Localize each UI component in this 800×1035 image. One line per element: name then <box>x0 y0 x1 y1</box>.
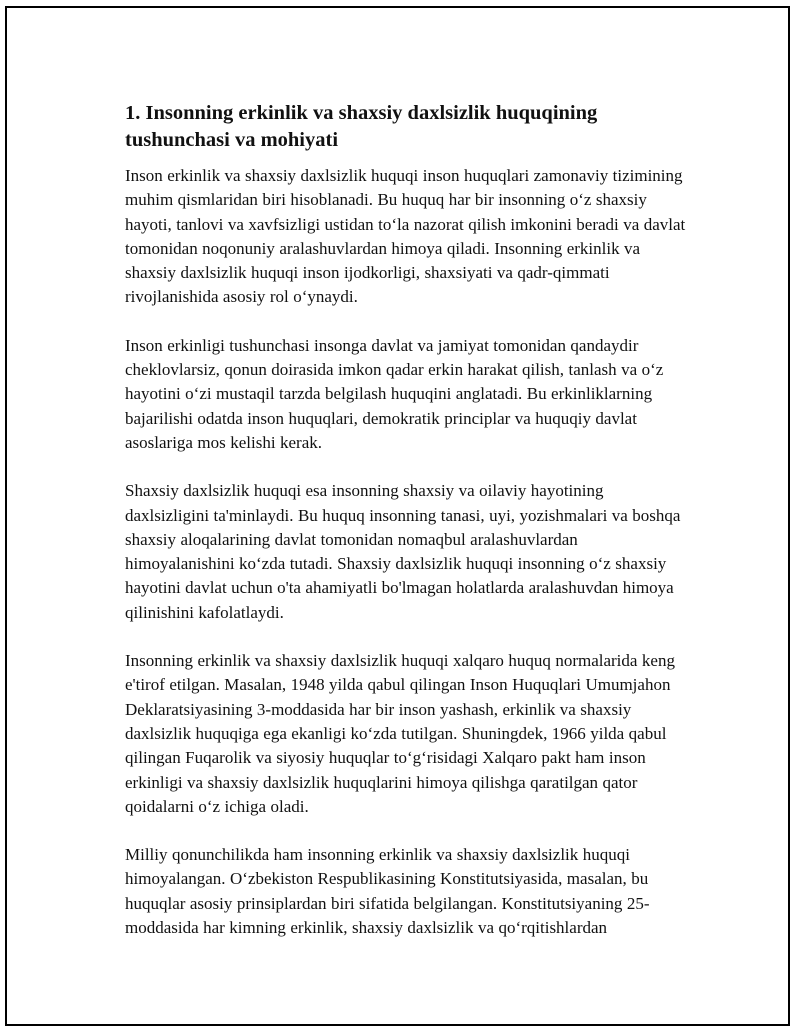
page-frame <box>5 6 790 1026</box>
document-body <box>125 100 691 940</box>
section-heading: 1. Insonning erkinlik va shaxsiy daxlsizlik huquqining tushunchasi va mohiyati <box>125 102 598 151</box>
paragraph-1: Inson erkinlik va shaxsiy daxlsizlik huquqi inson huquqlari zamonaviy tizimining muhim qismlaridan biri hisoblanadi. Bu huquq har bir insonning oʻz shaxsiy hayoti, tanlovi va xavfsizligi ustidan toʻla nazorat qilish imkonini beradi va davlat tomonidan noqonuniy aralashuvlardan himoya qiladi. Insonning erkinlik va shaxsiy daxlsizlik huquqi inson ijodkorligi, shaxsiyati va qadr-qimmati rivojlanishida asosiy rol oʻynaydi. <box>125 166 686 307</box>
paragraph-4: Insonning erkinlik va shaxsiy daxlsizlik huquqi xalqaro huquq normalarida keng e'tirof etilgan. Masalan, 1948 yilda qabul qilingan Inson Huquqlari Umumjahon Deklaratsiyasining 3-moddasida har bir inson yashash, erkinlik va shaxsiy daxlsizlik huquqiga ega ekanligi koʻzda tutilgan. Shuningdek, 1966 yilda qabul qilingan Fuqarolik va siyosiy huquqlar toʻgʻrisidagi Xalqaro pakt ham inson erkinligi va shaxsiy daxlsizlik huquqlarini himoya qilishga qaratilgan qator qoidalarni oʻz ichiga oladi. <box>125 651 675 816</box>
paragraph-5: Milliy qonunchilikda ham insonning erkinlik va shaxsiy daxlsizlik huquqi himoyalangan. Oʻzbekiston Respublikasining Konstitutsiyasida, masalan, bu huquqlar asosiy prinsiplardan biri sifatida belgilangan. Konstitutsiyaning 25-moddasida har kimning erkinlik, shaxsiy daxlsizlik va qoʻrqitishlardan <box>125 845 650 938</box>
paragraph-2: Inson erkinligi tushunchasi insonga davlat va jamiyat tomonidan qandaydir cheklovlarsiz, qonun doirasida imkon qadar erkin harakat qilish, tanlash va oʻz hayotini oʻzi mustaqil tarzda belgilash huquqini anglatadi. Bu erkinliklarning bajarilishi odatda inson huquqlari, demokratik principlar va huquqiy davlat asoslariga mos kelishi kerak. <box>125 335 664 452</box>
paragraph-3: Shaxsiy daxlsizlik huquqi esa insonning shaxsiy va oilaviy hayotining daxlsizligini ta'minlaydi. Bu huquq insonning tanasi, uyi, yozishmalari va boshqa shaxsiy aloqalarining davlat tomonidan nomaqbul aralashuvlardan himoyalanishini koʻzda tutadi. Shaxsiy daxlsizlik huquqi insonning oʻz shaxsiy hayotini davlat uchun o'ta ahamiyatli bo'lmagan holatlarda aralashuvdan himoya qilinishini kafolatlaydi. <box>125 481 681 622</box>
